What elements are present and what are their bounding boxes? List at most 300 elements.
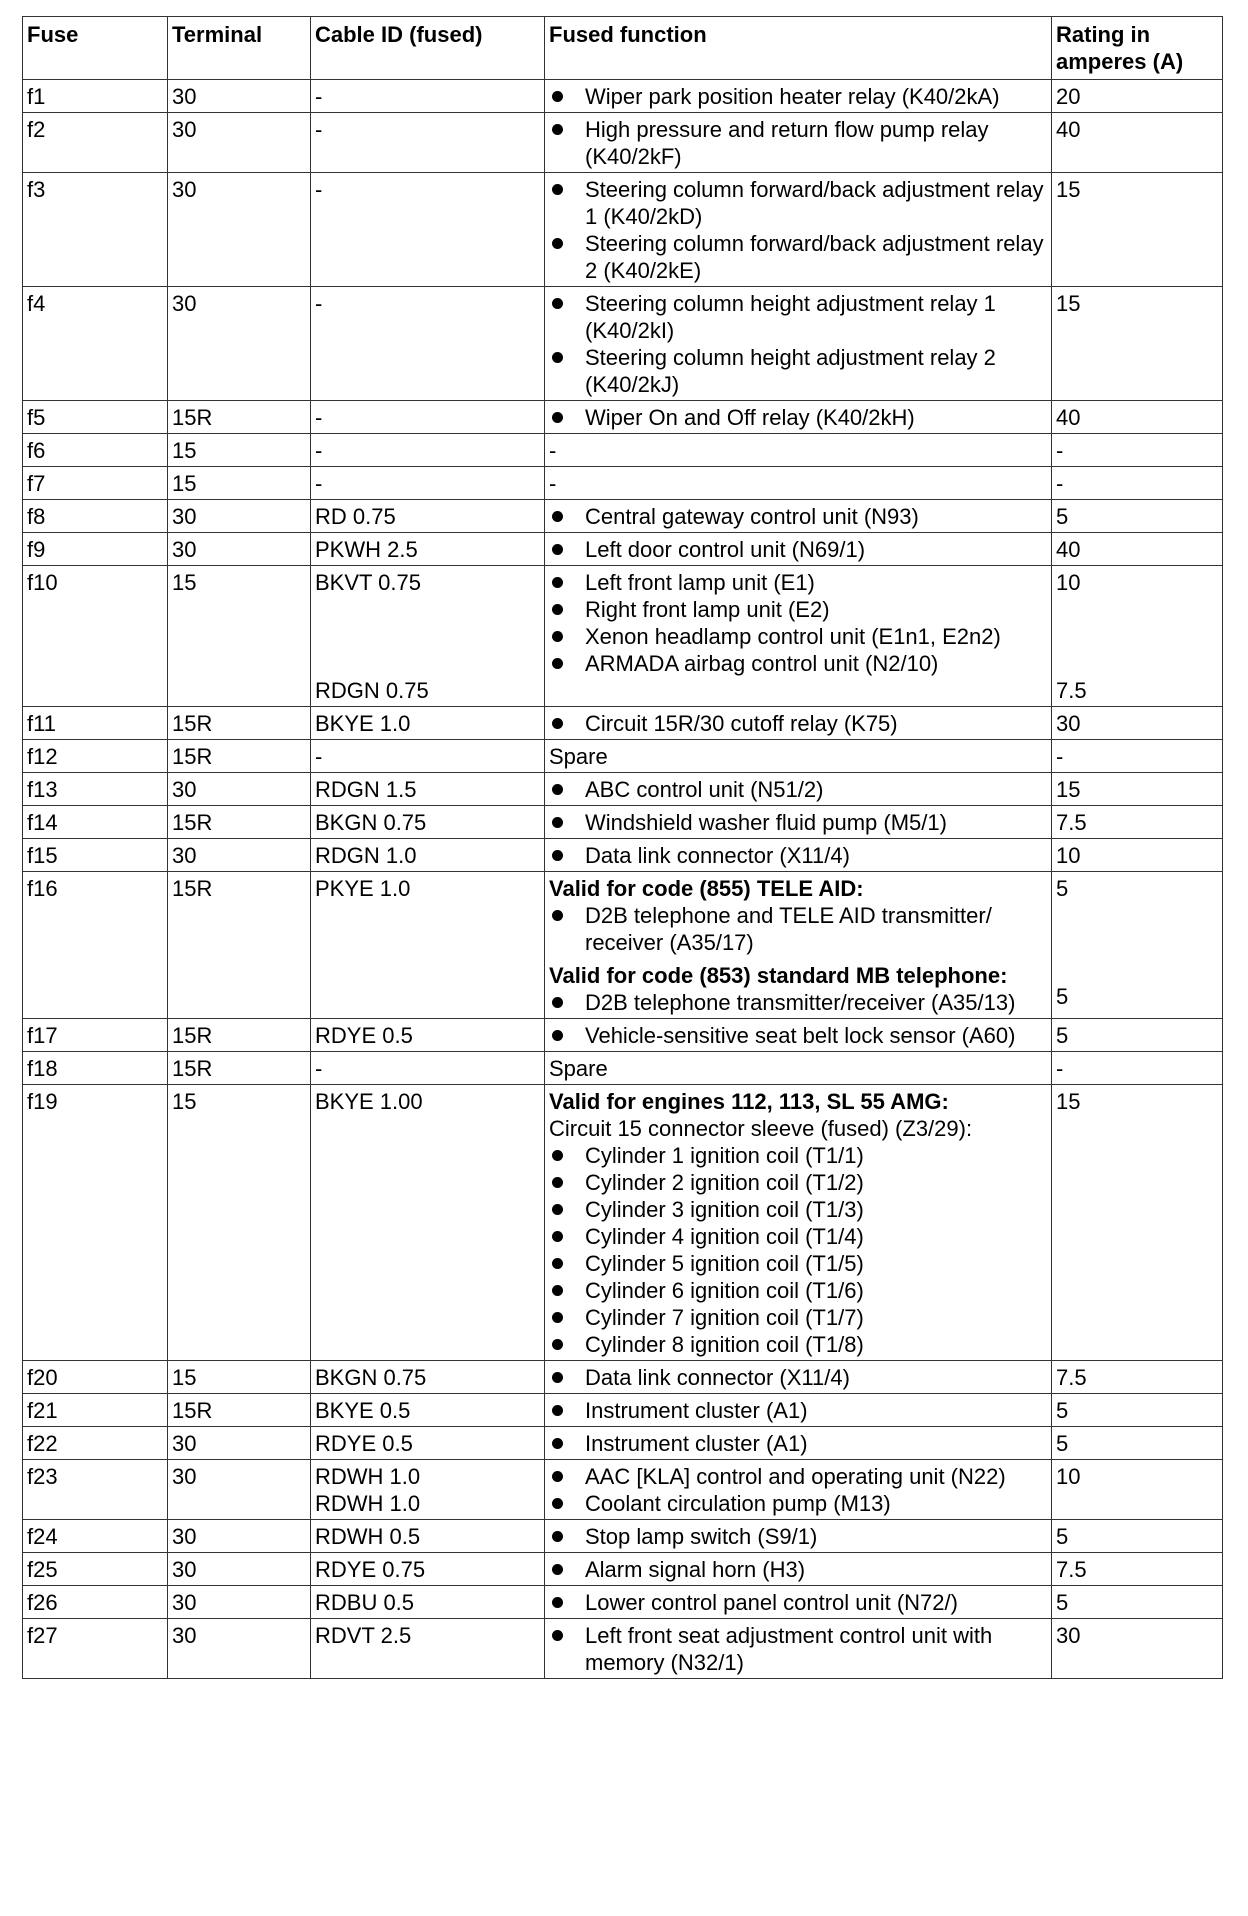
rating-cell xyxy=(1052,1553,1223,1586)
cable-id: - xyxy=(315,405,323,430)
table-row xyxy=(23,839,1223,872)
terminal-cell: 30 xyxy=(168,80,311,113)
cable-id-cell xyxy=(311,401,545,434)
rating-value: 7.5 xyxy=(1056,810,1087,835)
rating-value: 7.5 xyxy=(1056,678,1087,703)
cable-id: PKYE 1.0 xyxy=(315,876,411,901)
cable-id-cell xyxy=(311,287,545,401)
fuse-cell: f7 xyxy=(23,467,168,500)
rating-value: 5 xyxy=(1056,1023,1069,1048)
function-block xyxy=(549,1430,1048,1457)
table-row xyxy=(23,1520,1223,1553)
terminal-cell: 15 xyxy=(168,467,311,500)
cable-id-cell xyxy=(311,1085,545,1361)
cable-id-cell xyxy=(311,1427,545,1460)
header-fused-function: Fused function xyxy=(545,17,1052,80)
function-bullet-item: Left door control unit (N69/1) xyxy=(549,536,1048,563)
fuse-cell: f1 xyxy=(23,80,168,113)
terminal-cell: 30 xyxy=(168,1619,311,1679)
fused-function-cell xyxy=(545,500,1052,533)
fuse-cell: f14 xyxy=(23,806,168,839)
fused-function-cell xyxy=(545,773,1052,806)
function-bullet-item: Instrument cluster (A1) xyxy=(549,1397,1048,1424)
terminal-cell: 15R xyxy=(168,1052,311,1085)
function-block xyxy=(549,809,1048,836)
table-row xyxy=(23,1085,1223,1361)
terminal-cell: 30 xyxy=(168,1520,311,1553)
fuse-cell: f11 xyxy=(23,707,168,740)
rating-value: 40 xyxy=(1056,405,1081,430)
cable-id-cell xyxy=(311,1460,545,1520)
function-block xyxy=(549,1556,1048,1583)
cable-id: RDYE 0.5 xyxy=(315,1023,413,1048)
table-row xyxy=(23,173,1223,287)
table-row xyxy=(23,1586,1223,1619)
validity-heading: Valid for code (855) TELE AID: xyxy=(549,876,864,901)
cable-id-cell xyxy=(311,806,545,839)
cable-id-cell xyxy=(311,434,545,467)
cable-id: RDGN 1.5 xyxy=(315,777,417,802)
fused-function-cell xyxy=(545,1361,1052,1394)
function-bullet-item: D2B telephone and TELE AID transmitter/ receiver (A35/17) xyxy=(549,902,1048,956)
function-bullet-item: Left front seat adjustment control unit with memory (N32/1) xyxy=(549,1622,1048,1676)
fuse-cell: f16 xyxy=(23,872,168,1019)
function-text: Spare xyxy=(549,744,608,769)
fuse-table xyxy=(22,16,1223,1679)
rating-value xyxy=(1056,929,1219,956)
rating-cell xyxy=(1052,1619,1223,1679)
rating-cell xyxy=(1052,566,1223,707)
table-row xyxy=(23,707,1223,740)
fused-function-cell xyxy=(545,839,1052,872)
fuse-cell: f18 xyxy=(23,1052,168,1085)
rating-value: 10 xyxy=(1056,843,1081,868)
cable-id: RD 0.75 xyxy=(315,504,396,529)
fused-function-cell xyxy=(545,1052,1052,1085)
rating-value: 30 xyxy=(1056,1623,1081,1648)
table-row xyxy=(23,566,1223,707)
terminal-cell: 30 xyxy=(168,113,311,173)
cable-id: PKWH 2.5 xyxy=(315,537,418,562)
header-fuse: Fuse xyxy=(23,17,168,80)
rating-cell xyxy=(1052,1394,1223,1427)
function-block xyxy=(549,470,1048,497)
table-row xyxy=(23,287,1223,401)
terminal-cell: 15R xyxy=(168,1394,311,1427)
function-bullet-item: Cylinder 8 ignition coil (T1/8) xyxy=(549,1331,1048,1358)
function-bullet-item: Steering column height adjustment relay 2 (K40/2kJ) xyxy=(549,344,1048,398)
fuse-cell: f22 xyxy=(23,1427,168,1460)
cable-id: RDWH 1.0 xyxy=(315,1464,421,1489)
terminal-cell: 30 xyxy=(168,1460,311,1520)
rating-cell xyxy=(1052,434,1223,467)
fused-function-cell xyxy=(545,1019,1052,1052)
cable-id: - xyxy=(315,291,323,316)
rating-value: 5 xyxy=(1056,1524,1069,1549)
table-row xyxy=(23,1460,1223,1520)
rating-cell xyxy=(1052,1460,1223,1520)
cable-id xyxy=(315,650,541,677)
function-block xyxy=(549,710,1048,737)
cable-id: BKGN 0.75 xyxy=(315,1365,427,1390)
function-text: Circuit 15 connector sleeve (fused) (Z3/29): xyxy=(549,1116,973,1141)
function-bullet-item: Windshield washer fluid pump (M5/1) xyxy=(549,809,1048,836)
terminal-cell: 15 xyxy=(168,434,311,467)
function-block xyxy=(549,176,1048,284)
function-block xyxy=(549,743,1048,770)
header-row xyxy=(23,17,1223,80)
fuse-cell: f6 xyxy=(23,434,168,467)
table-row xyxy=(23,401,1223,434)
fused-function-cell xyxy=(545,1460,1052,1520)
fused-function-cell xyxy=(545,1520,1052,1553)
rating-cell xyxy=(1052,173,1223,287)
table-row xyxy=(23,1019,1223,1052)
table-row xyxy=(23,434,1223,467)
cable-id: RDYE 0.75 xyxy=(315,1557,426,1582)
table-row xyxy=(23,1619,1223,1679)
rating-cell xyxy=(1052,500,1223,533)
table-row xyxy=(23,1553,1223,1586)
terminal-cell: 30 xyxy=(168,773,311,806)
function-block xyxy=(549,842,1048,869)
header-rating: Rating in amperes (A) xyxy=(1052,17,1223,80)
rating-value: 5 xyxy=(1056,1431,1069,1456)
rating-cell xyxy=(1052,1052,1223,1085)
function-block xyxy=(549,875,1048,956)
rating-cell xyxy=(1052,113,1223,173)
rating-cell xyxy=(1052,1085,1223,1361)
rating-cell xyxy=(1052,1361,1223,1394)
rating-cell xyxy=(1052,773,1223,806)
fuse-cell: f5 xyxy=(23,401,168,434)
function-bullet-item: Cylinder 1 ignition coil (T1/1) xyxy=(549,1142,1048,1169)
fuse-cell: f9 xyxy=(23,533,168,566)
function-bullet-item: Steering column height adjustment relay 1 (K40/2kI) xyxy=(549,290,1048,344)
function-bullet-item: Cylinder 4 ignition coil (T1/4) xyxy=(549,1223,1048,1250)
fuse-cell: f15 xyxy=(23,839,168,872)
fuse-cell: f17 xyxy=(23,1019,168,1052)
terminal-cell: 15R xyxy=(168,707,311,740)
terminal-cell: 15 xyxy=(168,1085,311,1361)
rating-value xyxy=(1056,596,1219,623)
table-row xyxy=(23,773,1223,806)
function-bullet-item: Wiper park position heater relay (K40/2kA) xyxy=(549,83,1048,110)
fused-function-cell xyxy=(545,113,1052,173)
function-bullet-item: Cylinder 3 ignition coil (T1/3) xyxy=(549,1196,1048,1223)
cable-id-cell xyxy=(311,1520,545,1553)
table-row xyxy=(23,740,1223,773)
function-block xyxy=(549,290,1048,398)
function-bullet-item: D2B telephone transmitter/receiver (A35/13) xyxy=(549,989,1048,1016)
function-bullet-item: Coolant circulation pump (M13) xyxy=(549,1490,1048,1517)
rating-cell xyxy=(1052,1019,1223,1052)
function-block xyxy=(549,404,1048,431)
terminal-cell: 15R xyxy=(168,1019,311,1052)
function-block xyxy=(549,536,1048,563)
cable-id: RDYE 0.5 xyxy=(315,1431,413,1456)
cable-id-cell xyxy=(311,500,545,533)
rating-value: - xyxy=(1056,471,1064,496)
terminal-cell: 30 xyxy=(168,287,311,401)
function-bullet-item: ARMADA airbag control unit (N2/10) xyxy=(549,650,1048,677)
function-bullet-item: Instrument cluster (A1) xyxy=(549,1430,1048,1457)
cable-id-cell xyxy=(311,1553,545,1586)
cable-id-cell xyxy=(311,533,545,566)
fused-function-cell xyxy=(545,1619,1052,1679)
terminal-cell: 30 xyxy=(168,533,311,566)
terminal-cell: 15R xyxy=(168,401,311,434)
function-bullet-item: Cylinder 2 ignition coil (T1/2) xyxy=(549,1169,1048,1196)
function-block xyxy=(549,1589,1048,1616)
function-bullet-item: Cylinder 5 ignition coil (T1/5) xyxy=(549,1250,1048,1277)
function-bullet-item: Left front lamp unit (E1) xyxy=(549,569,1048,596)
function-bullet-item: Xenon headlamp control unit (E1n1, E2n2) xyxy=(549,623,1048,650)
rating-value: 7.5 xyxy=(1056,1365,1087,1390)
terminal-cell: 15R xyxy=(168,740,311,773)
fused-function-cell xyxy=(545,566,1052,707)
cable-id: RDVT 2.5 xyxy=(315,1623,412,1648)
rating-cell xyxy=(1052,806,1223,839)
cable-id: BKYE 1.00 xyxy=(315,1089,423,1114)
fuse-cell: f10 xyxy=(23,566,168,707)
fuse-cell: f23 xyxy=(23,1460,168,1520)
function-block xyxy=(549,83,1048,110)
rating-value: - xyxy=(1056,438,1064,463)
terminal-cell: 30 xyxy=(168,1553,311,1586)
function-block xyxy=(549,569,1048,677)
rating-cell xyxy=(1052,401,1223,434)
function-block xyxy=(549,776,1048,803)
table-body xyxy=(23,80,1223,1679)
table-row xyxy=(23,500,1223,533)
rating-cell xyxy=(1052,1427,1223,1460)
fused-function-cell xyxy=(545,287,1052,401)
cable-id-cell xyxy=(311,1052,545,1085)
rating-value: 20 xyxy=(1056,84,1081,109)
cable-id: - xyxy=(315,117,323,142)
table-row xyxy=(23,113,1223,173)
function-bullet-item: AAC [KLA] control and operating unit (N22) xyxy=(549,1463,1048,1490)
rating-cell xyxy=(1052,839,1223,872)
terminal-cell: 15R xyxy=(168,872,311,1019)
rating-value: 5 xyxy=(1056,876,1069,901)
rating-value: 5 xyxy=(1056,1590,1069,1615)
rating-value: 10 xyxy=(1056,1464,1081,1489)
fused-function-cell xyxy=(545,533,1052,566)
function-bullet-item: Right front lamp unit (E2) xyxy=(549,596,1048,623)
cable-id-cell xyxy=(311,80,545,113)
header-cable-id: Cable ID (fused) xyxy=(311,17,545,80)
function-block xyxy=(549,116,1048,170)
rating-value: 15 xyxy=(1056,177,1081,202)
rating-value: 5 xyxy=(1056,504,1069,529)
fuse-cell: f4 xyxy=(23,287,168,401)
table-row xyxy=(23,1052,1223,1085)
cable-id-cell xyxy=(311,839,545,872)
function-bullet-item: Cylinder 7 ignition coil (T1/7) xyxy=(549,1304,1048,1331)
cable-id: RDWH 1.0 xyxy=(315,1491,421,1516)
fuse-cell: f12 xyxy=(23,740,168,773)
fused-function-cell xyxy=(545,401,1052,434)
terminal-cell: 30 xyxy=(168,500,311,533)
table-row xyxy=(23,1361,1223,1394)
table-row xyxy=(23,806,1223,839)
rating-value xyxy=(1056,623,1219,650)
header-terminal: Terminal xyxy=(168,17,311,80)
rating-cell xyxy=(1052,872,1223,1019)
rating-cell xyxy=(1052,80,1223,113)
rating-value: 10 xyxy=(1056,570,1081,595)
fused-function-cell xyxy=(545,872,1052,1019)
function-bullet-item: High pressure and return flow pump relay (K40/2kF) xyxy=(549,116,1048,170)
table-row xyxy=(23,1394,1223,1427)
function-bullet-item: Lower control panel control unit (N72/) xyxy=(549,1589,1048,1616)
fused-function-cell xyxy=(545,1427,1052,1460)
cable-id: - xyxy=(315,744,323,769)
function-block xyxy=(549,1523,1048,1550)
fuse-cell: f2 xyxy=(23,113,168,173)
cable-id-cell xyxy=(311,173,545,287)
function-block xyxy=(549,1055,1048,1082)
rating-cell xyxy=(1052,707,1223,740)
cable-id: RDBU 0.5 xyxy=(315,1590,415,1615)
function-block xyxy=(549,1463,1048,1517)
function-bullet-item: Stop lamp switch (S9/1) xyxy=(549,1523,1048,1550)
fused-function-cell xyxy=(545,806,1052,839)
function-block xyxy=(549,1364,1048,1391)
function-bullet-item: Steering column forward/back adjustment relay 1 (K40/2kD) xyxy=(549,176,1048,230)
function-bullet-item: Steering column forward/back adjustment relay 2 (K40/2kE) xyxy=(549,230,1048,284)
rating-value: - xyxy=(1056,1056,1064,1081)
fuse-cell: f27 xyxy=(23,1619,168,1679)
cable-id: - xyxy=(315,438,323,463)
rating-value: 7.5 xyxy=(1056,1557,1087,1582)
fuse-cell: f26 xyxy=(23,1586,168,1619)
fused-function-cell xyxy=(545,80,1052,113)
fused-function-cell xyxy=(545,1586,1052,1619)
rating-value: 40 xyxy=(1056,117,1081,142)
function-block xyxy=(549,1622,1048,1676)
table-row xyxy=(23,467,1223,500)
rating-value: 40 xyxy=(1056,537,1081,562)
cable-id-cell xyxy=(311,872,545,1019)
cable-id-cell xyxy=(311,113,545,173)
rating-cell xyxy=(1052,1520,1223,1553)
terminal-cell: 15 xyxy=(168,566,311,707)
function-bullet-item: Cylinder 6 ignition coil (T1/6) xyxy=(549,1277,1048,1304)
rating-value xyxy=(1056,902,1219,929)
rating-value: 5 xyxy=(1056,984,1069,1009)
rating-cell xyxy=(1052,740,1223,773)
rating-cell xyxy=(1052,467,1223,500)
cable-id: - xyxy=(315,1056,323,1081)
function-text: Spare xyxy=(549,1056,608,1081)
fuse-cell: f8 xyxy=(23,500,168,533)
fused-function-cell xyxy=(545,434,1052,467)
function-bullet-item: Data link connector (X11/4) xyxy=(549,1364,1048,1391)
rating-value: 15 xyxy=(1056,291,1081,316)
rating-value xyxy=(1056,956,1219,983)
fuse-cell: f13 xyxy=(23,773,168,806)
cable-id: - xyxy=(315,84,323,109)
fuse-cell: f24 xyxy=(23,1520,168,1553)
cable-id: BKVT 0.75 xyxy=(315,570,421,595)
function-bullet-item: Alarm signal horn (H3) xyxy=(549,1556,1048,1583)
terminal-cell: 30 xyxy=(168,839,311,872)
terminal-cell: 15R xyxy=(168,806,311,839)
rating-cell xyxy=(1052,1586,1223,1619)
function-block xyxy=(549,1022,1048,1049)
function-text: - xyxy=(549,438,557,463)
function-bullet-item: Circuit 15R/30 cutoff relay (K75) xyxy=(549,710,1048,737)
rating-value: 15 xyxy=(1056,777,1081,802)
fused-function-cell xyxy=(545,173,1052,287)
rating-value xyxy=(1056,650,1219,677)
table-row xyxy=(23,872,1223,1019)
fuse-cell: f3 xyxy=(23,173,168,287)
function-bullet-item: ABC control unit (N51/2) xyxy=(549,776,1048,803)
cable-id-cell xyxy=(311,707,545,740)
table-row xyxy=(23,80,1223,113)
function-block xyxy=(549,503,1048,530)
function-block xyxy=(549,437,1048,464)
rating-value: 5 xyxy=(1056,1398,1069,1423)
cable-id: RDGN 0.75 xyxy=(315,678,429,703)
cable-id: BKYE 0.5 xyxy=(315,1398,411,1423)
cable-id xyxy=(315,596,541,623)
cable-id-cell xyxy=(311,1361,545,1394)
table-row xyxy=(23,533,1223,566)
terminal-cell: 15 xyxy=(168,1361,311,1394)
fused-function-cell xyxy=(545,707,1052,740)
fused-function-cell xyxy=(545,467,1052,500)
cable-id-cell xyxy=(311,566,545,707)
function-bullet-item: Data link connector (X11/4) xyxy=(549,842,1048,869)
cable-id: BKGN 0.75 xyxy=(315,810,427,835)
rating-value: 15 xyxy=(1056,1089,1081,1114)
cable-id: BKYE 1.0 xyxy=(315,711,411,736)
validity-heading: Valid for code (853) standard MB telephone: xyxy=(549,963,1008,988)
fused-function-cell xyxy=(545,1394,1052,1427)
cable-id xyxy=(315,623,541,650)
validity-heading: Valid for engines 112, 113, SL 55 AMG: xyxy=(549,1089,949,1114)
table-header xyxy=(23,17,1223,80)
fuse-cell: f25 xyxy=(23,1553,168,1586)
function-block xyxy=(549,1397,1048,1424)
fuse-cell: f20 xyxy=(23,1361,168,1394)
cable-id-cell xyxy=(311,1019,545,1052)
cable-id: - xyxy=(315,471,323,496)
cable-id-cell xyxy=(311,773,545,806)
fused-function-cell xyxy=(545,740,1052,773)
function-block xyxy=(549,1088,1048,1358)
cable-id-cell xyxy=(311,1586,545,1619)
function-bullet-item: Wiper On and Off relay (K40/2kH) xyxy=(549,404,1048,431)
cable-id-cell xyxy=(311,1619,545,1679)
function-bullet-item: Vehicle-sensitive seat belt lock sensor (A60) xyxy=(549,1022,1048,1049)
rating-cell xyxy=(1052,533,1223,566)
rating-value: 30 xyxy=(1056,711,1081,736)
function-block xyxy=(549,962,1048,1016)
fused-function-cell xyxy=(545,1085,1052,1361)
cable-id-cell xyxy=(311,1394,545,1427)
terminal-cell: 30 xyxy=(168,1427,311,1460)
cable-id: RDWH 0.5 xyxy=(315,1524,421,1549)
terminal-cell: 30 xyxy=(168,1586,311,1619)
fuse-cell: f21 xyxy=(23,1394,168,1427)
rating-cell xyxy=(1052,287,1223,401)
